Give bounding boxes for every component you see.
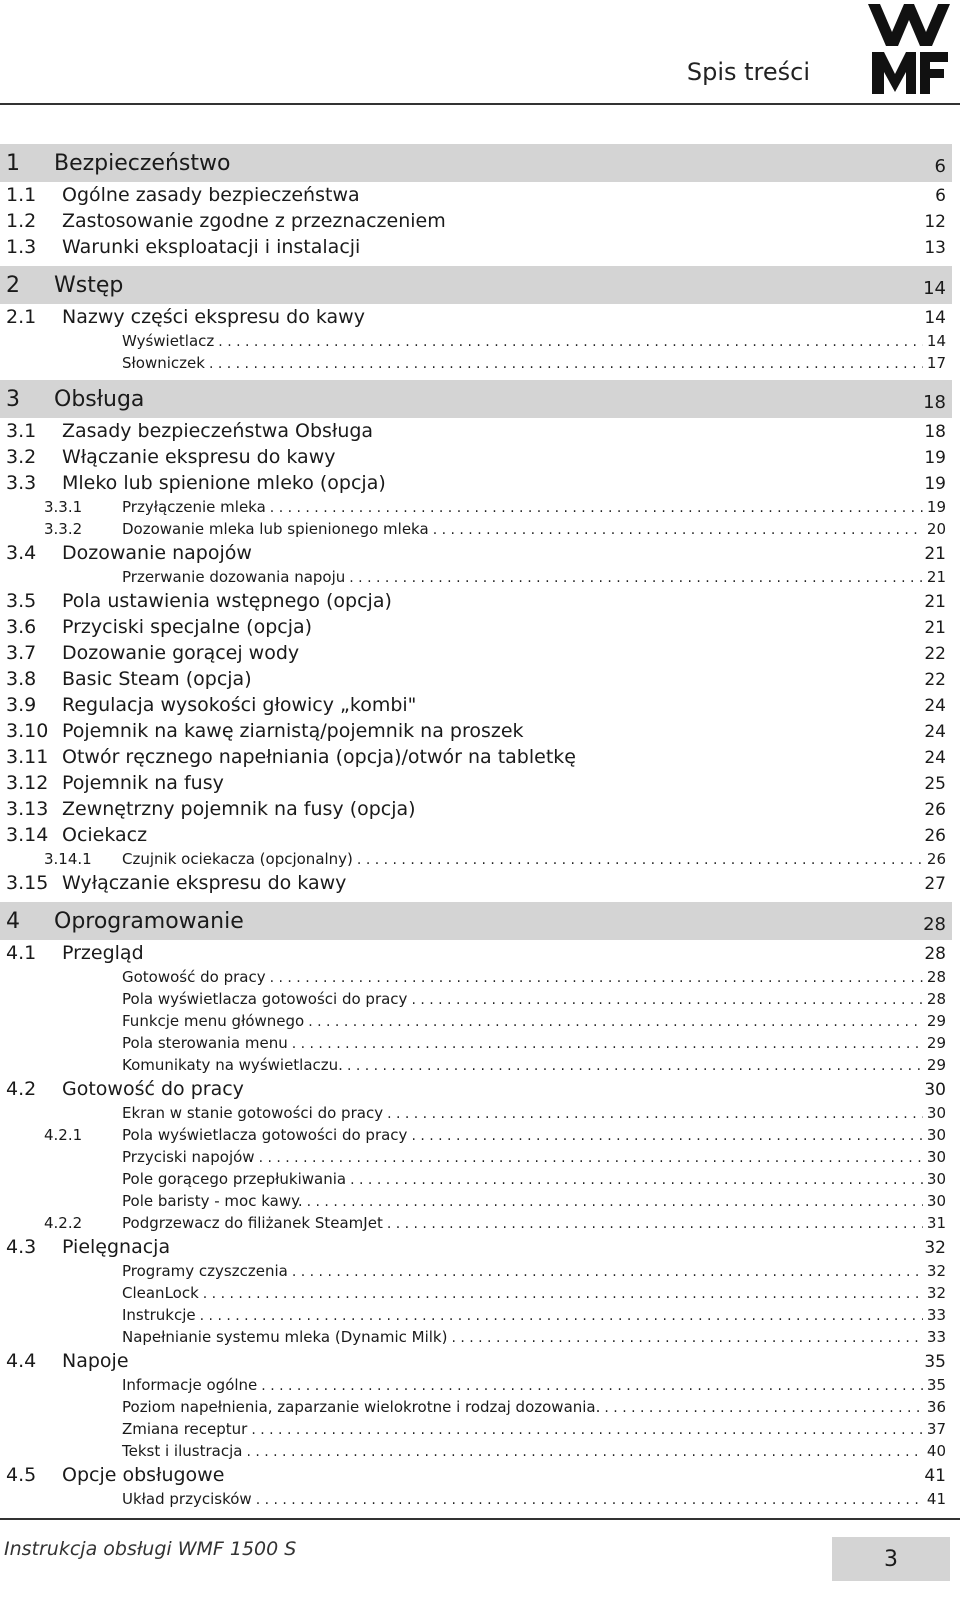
toc-entry-title: Informacje ogólne	[122, 1376, 258, 1394]
toc-entry-title: Nazwy części ekspresu do kawy	[62, 306, 365, 328]
toc-entry-title: Programy czyszczenia	[122, 1262, 288, 1280]
toc-entry-title: Gotowość do pracy	[122, 968, 266, 986]
toc-entry-title: Dozowanie mleka lub spienionego mleka	[122, 520, 429, 538]
toc-sub-row[interactable]	[0, 1420, 952, 1442]
toc-entry-number: 3.3.2	[44, 520, 83, 538]
toc-entry-title: Ociekacz	[62, 824, 148, 846]
toc-chapter-row[interactable]	[0, 266, 952, 304]
toc-entry-page: 32	[926, 1284, 946, 1302]
dot-leader	[292, 1036, 923, 1052]
toc-entry-page: 36	[926, 1398, 946, 1416]
toc-entry-number: 3.14.1	[44, 850, 92, 868]
toc-sub-row[interactable]	[0, 332, 952, 354]
toc-entry-page: 19	[926, 498, 946, 516]
dot-leader	[604, 1400, 923, 1416]
header-divider	[0, 103, 960, 105]
page-title: Spis treści	[686, 58, 810, 86]
toc-entry-page: 6	[935, 186, 946, 206]
toc-entry-number: 1	[6, 150, 20, 176]
toc-sub-row[interactable]	[0, 498, 952, 520]
toc-entry-title: Bezpieczeństwo	[54, 150, 231, 176]
toc-entry-page: 18	[923, 391, 946, 413]
toc-entry-number: 2	[6, 272, 20, 298]
toc-entry-number: 4.2.2	[44, 1214, 83, 1232]
toc-entry-number: 3.13	[6, 798, 49, 820]
toc-entry-number: 3.5	[6, 590, 37, 612]
dot-leader	[256, 1492, 923, 1508]
toc-entry-number: 4.5	[6, 1464, 37, 1486]
toc-entry-number: 4.4	[6, 1350, 37, 1372]
toc-entry-number: 1.3	[6, 236, 37, 258]
toc-entry-title: Napoje	[62, 1350, 129, 1372]
toc-sec-row[interactable]	[0, 616, 952, 642]
toc-entry-number: 3.7	[6, 642, 37, 664]
toc-entry-page: 35	[924, 1352, 946, 1372]
toc-sub-row[interactable]	[0, 1148, 952, 1170]
toc-entry-title: Przyłączenie mleka	[122, 498, 266, 516]
toc-entry-number: 4.1	[6, 942, 37, 964]
toc-entry-title: Pielęgnacja	[62, 1236, 171, 1258]
toc-entry-page: 19	[924, 448, 946, 468]
toc-entry-title: Obsługa	[54, 386, 145, 412]
dot-leader	[411, 1128, 922, 1144]
toc-entry-title: Podgrzewacz do filiżanek SteamJet	[122, 1214, 383, 1232]
toc-sec-row[interactable]	[0, 772, 952, 798]
toc-sec-row[interactable]	[0, 824, 952, 850]
toc-entry-page: 26	[924, 800, 946, 820]
dot-leader	[292, 1264, 923, 1280]
toc-sub-row[interactable]	[0, 1398, 952, 1420]
toc-sec-row[interactable]	[0, 1464, 952, 1490]
toc-entry-page: 30	[926, 1126, 946, 1144]
toc-entry-number: 4.3	[6, 1236, 37, 1258]
toc-entry-page: 24	[924, 748, 946, 768]
toc-entry-number: 3.14	[6, 824, 49, 846]
manual-title: Instrukcja obsługi WMF 1500 S	[4, 1538, 297, 1560]
dot-leader	[200, 1308, 923, 1324]
toc-sub-row[interactable]	[0, 354, 952, 376]
dot-leader	[246, 1444, 922, 1460]
toc-entry-number: 3	[6, 386, 20, 412]
dot-leader	[387, 1216, 923, 1232]
toc-entry-title: Przyciski napojów	[122, 1148, 255, 1166]
toc-sec-row[interactable]	[0, 642, 952, 668]
toc-entry-page: 6	[934, 155, 946, 177]
dot-leader	[261, 1378, 923, 1394]
toc-entry-page: 41	[924, 1466, 946, 1486]
toc-entry-title: Mleko lub spienione mleko (opcja)	[62, 472, 386, 494]
toc-entry-title: Regulacja wysokości głowicy „kombi"	[62, 694, 417, 716]
dot-leader	[433, 522, 923, 538]
toc-sec-row[interactable]	[0, 210, 952, 236]
toc-entry-number: 3.1	[6, 420, 37, 442]
toc-entry-page: 22	[924, 644, 946, 664]
toc-entry-title: Przegląd	[62, 942, 144, 964]
toc-entry-title: Pole gorącego przepłukiwania	[122, 1170, 347, 1188]
toc-sub-row[interactable]	[0, 1376, 952, 1398]
toc-entry-number: 3.4	[6, 542, 37, 564]
toc-sec-row[interactable]	[0, 472, 952, 498]
toc-sec-row[interactable]	[0, 720, 952, 746]
toc-sub-row[interactable]	[0, 1034, 952, 1056]
dot-leader	[350, 1172, 923, 1188]
toc-entry-title: Pojemnik na fusy	[62, 772, 224, 794]
toc-sub-row[interactable]	[0, 1214, 952, 1236]
toc-sub-row[interactable]	[0, 1442, 952, 1464]
toc-entry-title: Otwór ręcznego napełniania (opcja)/otwór na tabletkę	[62, 746, 576, 768]
toc-entry-page: 21	[924, 592, 946, 612]
toc-sec-row[interactable]	[0, 306, 952, 332]
toc-sec-row[interactable]	[0, 590, 952, 616]
toc-entry-page: 21	[924, 544, 946, 564]
dot-leader	[349, 570, 923, 586]
toc-sub-row[interactable]	[0, 1328, 952, 1350]
dot-leader	[209, 356, 923, 372]
toc-sec-row[interactable]	[0, 798, 952, 824]
toc-entry-title: Zmiana receptur	[122, 1420, 248, 1438]
toc-entry-title: Gotowość do pracy	[62, 1078, 244, 1100]
toc-entry-page: 32	[924, 1238, 946, 1258]
toc-entry-page: 35	[926, 1376, 946, 1394]
toc-entry-page: 26	[926, 850, 946, 868]
toc-entry-title: Basic Steam (opcja)	[62, 668, 252, 690]
toc-entry-page: 32	[926, 1262, 946, 1280]
toc-entry-page: 30	[926, 1148, 946, 1166]
toc-entry-title: Zasady bezpieczeństwa Obsługa	[62, 420, 374, 442]
toc-sec-row[interactable]	[0, 184, 952, 210]
toc-sub-row[interactable]	[0, 1012, 952, 1034]
toc-entry-page: 29	[926, 1056, 946, 1074]
toc-entry-page: 22	[924, 670, 946, 690]
dot-leader	[308, 1014, 923, 1030]
toc-entry-title: Ogólne zasady bezpieczeństwa	[62, 184, 360, 206]
toc-entry-number: 3.11	[6, 746, 49, 768]
dot-leader	[270, 970, 923, 986]
toc-sub-row[interactable]	[0, 1306, 952, 1328]
toc-sec-row[interactable]	[0, 668, 952, 694]
toc-entry-title: Dozowanie napojów	[62, 542, 252, 564]
toc-entry-number: 3.3	[6, 472, 37, 494]
toc-entry-title: Warunki eksploatacji i instalacji	[62, 236, 361, 258]
wmf-logo	[868, 4, 950, 96]
toc-entry-number: 1.1	[6, 184, 37, 206]
dot-leader	[347, 1058, 923, 1074]
toc-entry-page: 30	[926, 1192, 946, 1210]
dot-leader	[259, 1150, 923, 1166]
toc-sec-row[interactable]	[0, 1078, 952, 1104]
toc-entry-title: Pole baristy - moc kawy.	[122, 1192, 303, 1210]
toc-entry-page: 14	[924, 308, 946, 328]
toc-entry-page: 31	[926, 1214, 946, 1232]
toc-entry-title: Pola sterowania menu	[122, 1034, 288, 1052]
page-number: 3	[832, 1537, 950, 1581]
toc-entry-title: Funkcje menu głównego	[122, 1012, 305, 1030]
toc-sec-row[interactable]	[0, 420, 952, 446]
toc-entry-page: 26	[924, 826, 946, 846]
toc-sub-row[interactable]	[0, 1126, 952, 1148]
toc-entry-title: Pola ustawienia wstępnego (opcja)	[62, 590, 392, 612]
toc-sec-row[interactable]	[0, 942, 952, 968]
toc-sub-row[interactable]	[0, 1490, 952, 1512]
dot-leader	[307, 1194, 923, 1210]
toc-entry-title: Pola wyświetlacza gotowości do pracy	[122, 990, 408, 1008]
toc-sub-row[interactable]	[0, 1104, 952, 1126]
toc-sec-row[interactable]	[0, 872, 952, 898]
toc-entry-page: 30	[926, 1104, 946, 1122]
toc-sub-row[interactable]	[0, 1192, 952, 1214]
toc-entry-page: 27	[924, 874, 946, 894]
toc-sub-row[interactable]	[0, 968, 952, 990]
toc-entry-page: 33	[926, 1328, 946, 1346]
toc-entry-number: 4	[6, 908, 20, 934]
toc-entry-page: 12	[924, 212, 946, 232]
toc-entry-page: 21	[924, 618, 946, 638]
toc-entry-page: 14	[923, 277, 946, 299]
toc-entry-page: 28	[923, 913, 946, 935]
toc-entry-title: Oprogramowanie	[54, 908, 244, 934]
dot-leader	[387, 1106, 923, 1122]
toc-entry-page: 40	[926, 1442, 946, 1460]
toc-sec-row[interactable]	[0, 1350, 952, 1376]
toc-sub-row[interactable]	[0, 568, 952, 590]
table-of-contents	[0, 140, 952, 1512]
toc-entry-title: Wyświetlacz	[122, 332, 215, 350]
toc-entry-page: 24	[924, 722, 946, 742]
toc-sub-row[interactable]	[0, 520, 952, 542]
toc-entry-title: Słowniczek	[122, 354, 205, 372]
toc-entry-page: 29	[926, 1012, 946, 1030]
toc-entry-page: 29	[926, 1034, 946, 1052]
toc-sub-row[interactable]	[0, 1262, 952, 1284]
toc-entry-title: CleanLock	[122, 1284, 199, 1302]
toc-entry-title: Wyłączanie ekspresu do kawy	[62, 872, 347, 894]
toc-entry-title: Opcje obsługowe	[62, 1464, 225, 1486]
toc-entry-number: 3.6	[6, 616, 37, 638]
dot-leader	[357, 852, 923, 868]
toc-entry-number: 4.2.1	[44, 1126, 83, 1144]
toc-sec-row[interactable]	[0, 1236, 952, 1262]
dot-leader	[270, 500, 923, 516]
toc-entry-page: 28	[926, 990, 946, 1008]
toc-entry-number: 3.3.1	[44, 498, 83, 516]
toc-entry-page: 30	[924, 1080, 946, 1100]
toc-entry-title: Poziom napełnienia, zaparzanie wielokrotne i rodzaj dozowania.	[122, 1398, 601, 1416]
toc-entry-title: Przerwanie dozowania napoju	[122, 568, 346, 586]
toc-chapter-row[interactable]	[0, 902, 952, 940]
toc-sec-row[interactable]	[0, 542, 952, 568]
toc-entry-title: Pola wyświetlacza gotowości do pracy	[122, 1126, 408, 1144]
toc-sec-row[interactable]	[0, 446, 952, 472]
dot-leader	[411, 992, 922, 1008]
toc-entry-page: 13	[924, 238, 946, 258]
toc-chapter-row[interactable]	[0, 380, 952, 418]
toc-entry-page: 18	[924, 422, 946, 442]
toc-entry-page: 19	[924, 474, 946, 494]
dot-leader	[203, 1286, 923, 1302]
toc-entry-title: Przyciski specjalne (opcja)	[62, 616, 313, 638]
toc-entry-title: Komunikaty na wyświetlaczu.	[122, 1056, 343, 1074]
toc-entry-number: 3.8	[6, 668, 37, 690]
toc-entry-title: Zewnętrzny pojemnik na fusy (opcja)	[62, 798, 416, 820]
toc-chapter-row[interactable]	[0, 144, 952, 182]
toc-entry-page: 25	[924, 774, 946, 794]
toc-entry-page: 33	[926, 1306, 946, 1324]
toc-entry-title: Zastosowanie zgodne z przeznaczeniem	[62, 210, 446, 232]
toc-entry-page: 37	[926, 1420, 946, 1438]
toc-entry-title: Włączanie ekspresu do kawy	[62, 446, 336, 468]
toc-entry-title: Instrukcje	[122, 1306, 196, 1324]
toc-entry-title: Czujnik ociekacza (opcjonalny)	[122, 850, 353, 868]
toc-entry-title: Pojemnik na kawę ziarnistą/pojemnik na proszek	[62, 720, 524, 742]
toc-entry-title: Wstęp	[54, 272, 124, 298]
toc-entry-number: 4.2	[6, 1078, 37, 1100]
dot-leader	[251, 1422, 923, 1438]
toc-entry-page: 30	[926, 1170, 946, 1188]
toc-entry-page: 21	[926, 568, 946, 586]
toc-entry-number: 2.1	[6, 306, 37, 328]
toc-entry-title: Ekran w stanie gotowości do pracy	[122, 1104, 384, 1122]
toc-sub-row[interactable]	[0, 990, 952, 1012]
toc-entry-page: 14	[926, 332, 946, 350]
toc-sub-row[interactable]	[0, 1284, 952, 1306]
toc-entry-number: 3.9	[6, 694, 37, 716]
toc-entry-number: 1.2	[6, 210, 37, 232]
toc-entry-page: 24	[924, 696, 946, 716]
toc-sub-row[interactable]	[0, 1056, 952, 1078]
toc-entry-page: 28	[924, 944, 946, 964]
toc-entry-page: 28	[926, 968, 946, 986]
toc-sec-row[interactable]	[0, 236, 952, 262]
toc-entry-number: 3.12	[6, 772, 49, 794]
toc-entry-title: Układ przycisków	[122, 1490, 252, 1508]
toc-entry-page: 17	[926, 354, 946, 372]
footer-divider	[0, 1518, 960, 1520]
toc-sub-row[interactable]	[0, 850, 952, 872]
toc-sub-row[interactable]	[0, 1170, 952, 1192]
toc-sec-row[interactable]	[0, 746, 952, 772]
toc-sec-row[interactable]	[0, 694, 952, 720]
toc-entry-number: 3.15	[6, 872, 49, 894]
toc-entry-number: 3.2	[6, 446, 37, 468]
toc-entry-page: 20	[926, 520, 946, 538]
toc-entry-page: 41	[926, 1490, 946, 1508]
toc-entry-title: Dozowanie gorącej wody	[62, 642, 300, 664]
toc-entry-title: Tekst i ilustracja	[122, 1442, 243, 1460]
toc-entry-title: Napełnianie systemu mleka (Dynamic Milk)	[122, 1328, 448, 1346]
toc-entry-number: 3.10	[6, 720, 49, 742]
dot-leader	[451, 1330, 922, 1346]
dot-leader	[218, 334, 923, 350]
